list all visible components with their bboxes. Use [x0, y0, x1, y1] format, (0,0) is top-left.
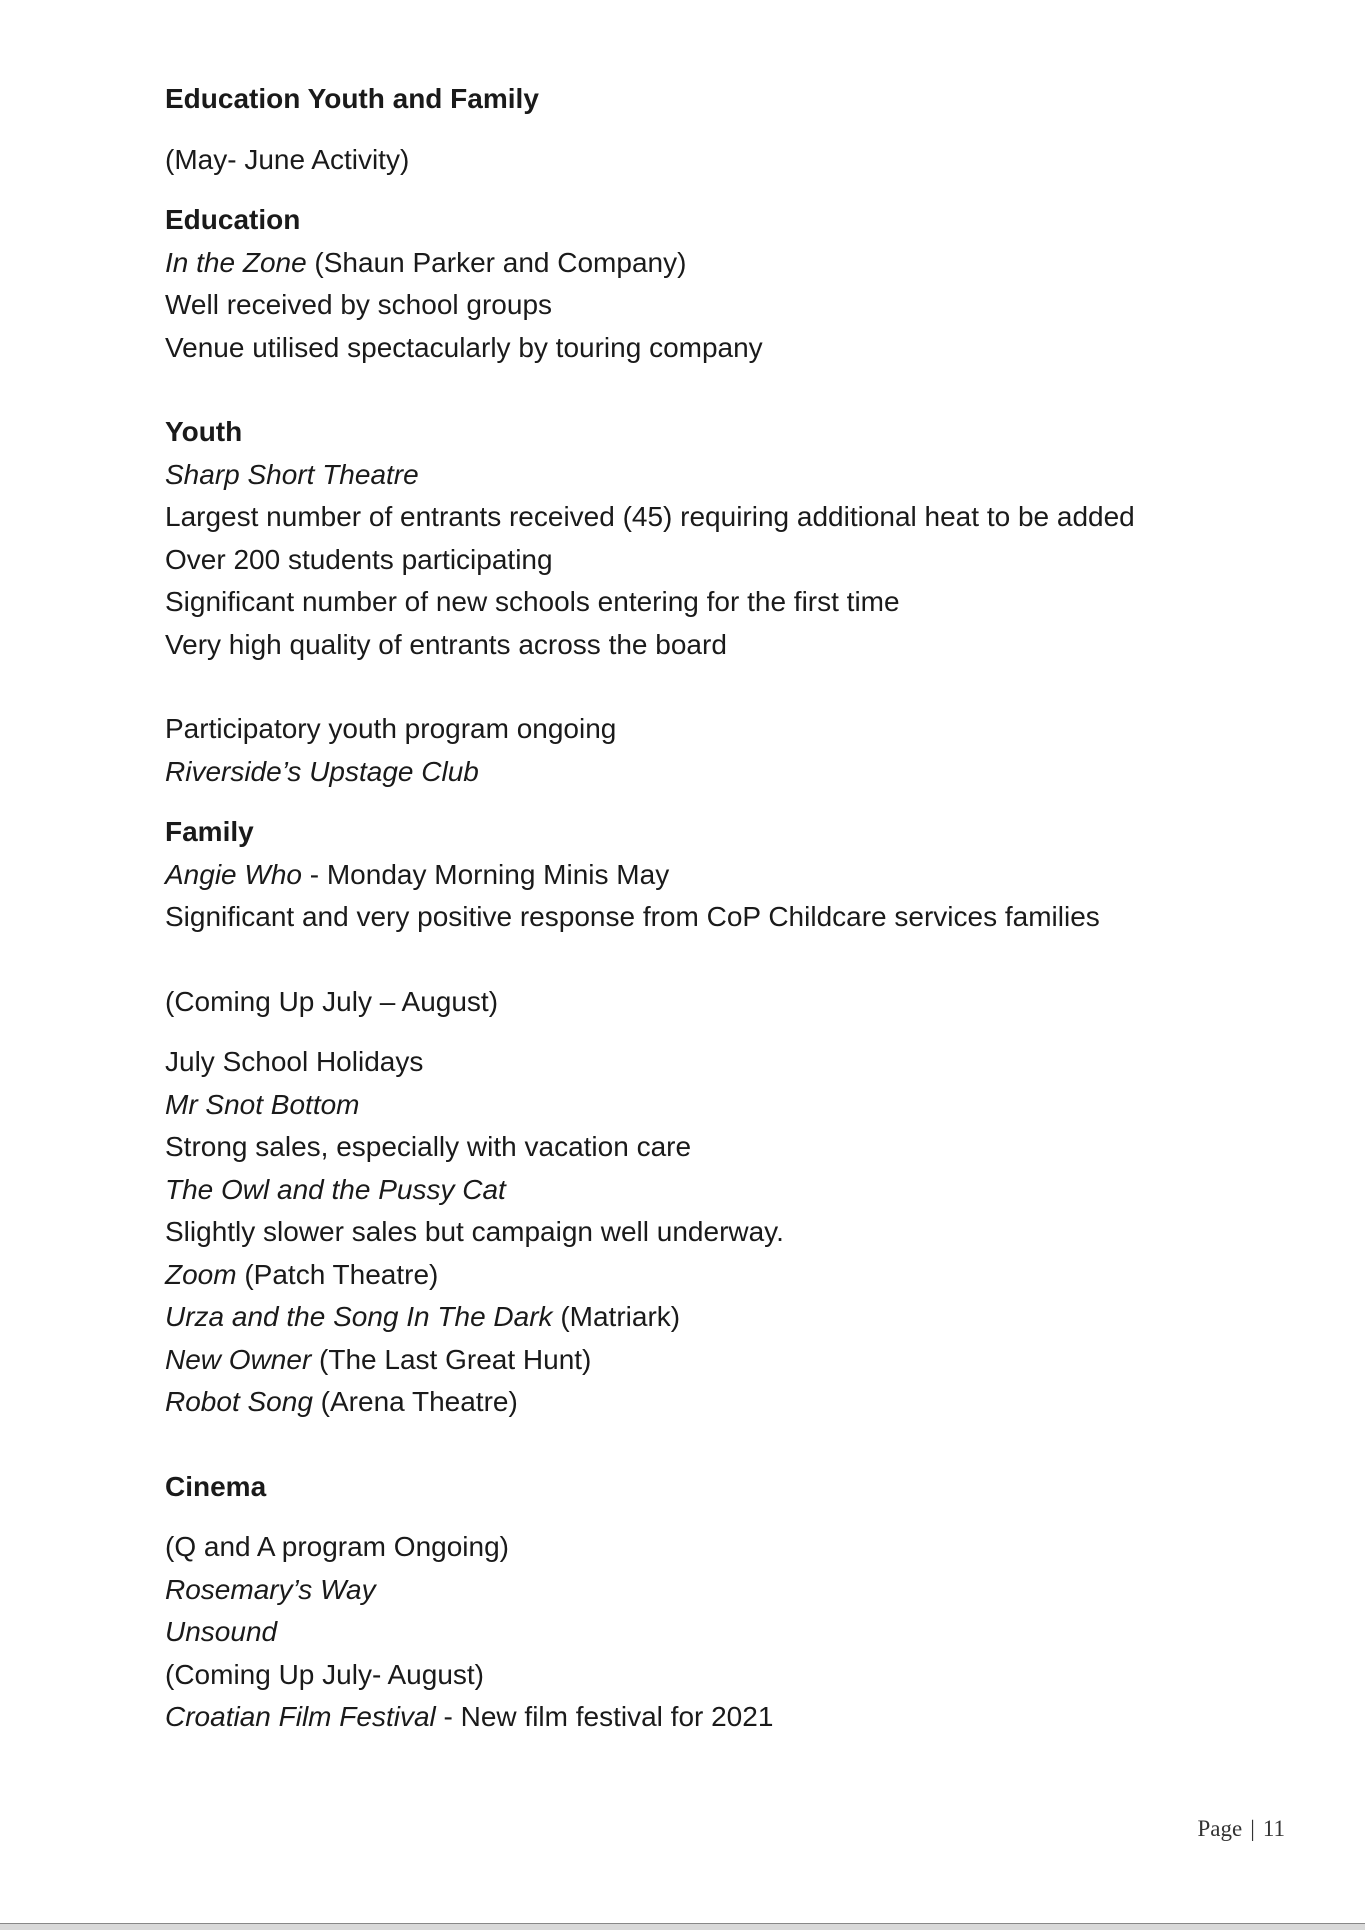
family-show [165, 854, 1285, 897]
show-new-owner-company: (The Last Great Hunt) [311, 1343, 592, 1375]
cinema-coming-up: (Coming Up July- August) [165, 1658, 485, 1690]
education-show [165, 242, 1285, 285]
show-urza-title: Urza and the Song In The Dark [165, 1301, 553, 1332]
show-zoom-title: Zoom [165, 1258, 237, 1290]
cinema-program: (Q and A program Ongoing) [165, 1531, 509, 1562]
youth-note-4: Very high quality of entrants across the board [165, 628, 727, 660]
show-zoom [165, 1254, 1285, 1297]
education-note-2: Venue utilised spectacularly by touring company [165, 331, 763, 363]
family-show-title: Angie Who [165, 858, 302, 890]
film-rosemarys-way: Rosemary’s Way [165, 1573, 376, 1605]
show-robot-song [165, 1381, 1285, 1424]
show-robot-song-title: Robot Song [165, 1386, 313, 1417]
show-robot-song-company: (Arena Theatre) [312, 1386, 518, 1417]
youth-heading: Youth [165, 416, 243, 447]
period-may-june: (May- June Activity) [165, 143, 410, 175]
film-unsound: Unsound [165, 1616, 278, 1647]
page-bottom-border [0, 1923, 1365, 1930]
family-show-detail: - Monday Morning Minis May [301, 858, 670, 890]
show-owl-and-pussy-cat-note: Slightly slower sales but campaign well underway. [165, 1216, 784, 1247]
youth-note-3: Significant number of new schools entering for the first time [165, 586, 900, 617]
youth-program: Participatory youth program ongoing [165, 713, 617, 744]
section-heading-education-youth-family: Education Youth and Family [165, 83, 539, 114]
youth-show-title: Sharp Short Theatre [165, 458, 419, 490]
page-footer [1198, 1816, 1285, 1842]
show-new-owner-title: New Owner [165, 1343, 312, 1375]
page-number: 11 [1262, 1816, 1285, 1841]
croatian-film-festival-detail: - New film festival for 2021 [435, 1701, 774, 1732]
show-new-owner [165, 1339, 1285, 1382]
youth-club: Riverside’s Upstage Club [165, 755, 479, 787]
youth-note-1: Largest number of entrants received (45) requiring additional heat to be added [165, 501, 1135, 532]
page-label: Page [1197, 1816, 1243, 1841]
family-heading: Family [165, 816, 254, 847]
july-school-holidays: July School Holidays [165, 1046, 424, 1077]
show-zoom-company: (Patch Theatre) [236, 1258, 439, 1290]
show-mr-snot-bottom-note: Strong sales, especially with vacation care [165, 1131, 692, 1162]
education-show-company: (Shaun Parker and Company) [306, 246, 687, 278]
coming-up-period: (Coming Up July – August) [165, 985, 499, 1017]
page-content [165, 78, 1285, 1739]
education-heading: Education [165, 204, 301, 235]
show-owl-and-pussy-cat: The Owl and the Pussy Cat [165, 1173, 506, 1205]
education-note-1: Well received by school groups [165, 289, 553, 320]
youth-note-2: Over 200 students participating [165, 543, 553, 575]
education-show-title: In the Zone [165, 246, 307, 278]
show-mr-snot-bottom: Mr Snot Bottom [165, 1088, 360, 1120]
show-urza [165, 1296, 1285, 1339]
page-separator: | [1250, 1816, 1255, 1841]
show-urza-company: (Matriark) [552, 1301, 681, 1332]
family-note: Significant and very positive response from CoP Childcare services families [165, 901, 1100, 932]
croatian-film-festival [165, 1696, 1285, 1739]
cinema-heading: Cinema [165, 1470, 267, 1502]
croatian-film-festival-title: Croatian Film Festival [165, 1701, 436, 1732]
